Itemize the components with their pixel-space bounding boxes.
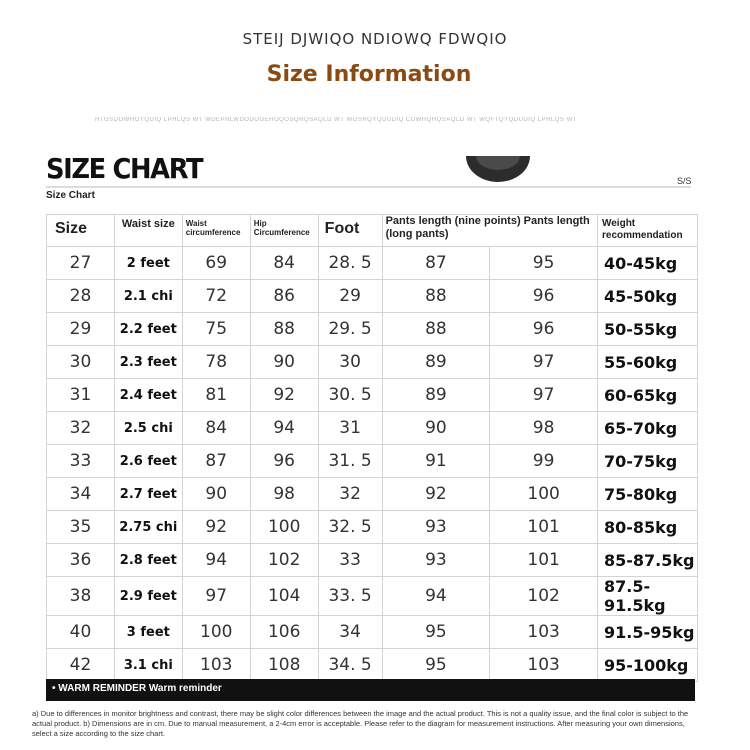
hip-circumference-cell: 92 <box>250 379 318 412</box>
pants-length-nine-cell: 91 <box>382 445 490 478</box>
pants-length-long-cell: 95 <box>490 247 598 280</box>
size-cell: 32 <box>47 412 115 445</box>
header-foot: Foot <box>318 215 382 247</box>
page-title: Size Information <box>266 62 472 87</box>
foot-cell: 33 <box>318 544 382 577</box>
waist-circumference-cell: 94 <box>182 544 250 577</box>
waist-circumference-cell: 100 <box>182 616 250 649</box>
chart-divider <box>46 186 691 188</box>
pants-length-long-cell: 101 <box>490 544 598 577</box>
pants-length-nine-cell: 90 <box>382 412 490 445</box>
waist-size-cell: 2.4 feet <box>114 379 182 412</box>
hip-circumference-cell: 96 <box>250 445 318 478</box>
table-row <box>47 478 698 511</box>
waist-circumference-cell: 103 <box>182 649 250 682</box>
pants-length-long-cell: 101 <box>490 511 598 544</box>
weight-cell: 80-85kg <box>597 511 697 544</box>
pants-length-nine-cell: 92 <box>382 478 490 511</box>
pants-length-long-cell: 103 <box>490 616 598 649</box>
size-cell: 36 <box>47 544 115 577</box>
size-table <box>46 214 698 682</box>
table-row <box>47 577 698 616</box>
hip-circumference-cell: 104 <box>250 577 318 616</box>
blurred-caption: HTGSDOWHOYQDIQ LPHLQS WT WDEPHLWDODOGEHOQOSQHQSAQLD WT WGSRQYQDUDIQ CDWHQHQSAQLD WT WQFTQYQDUDIQ LPHLQS WT <box>95 117 577 123</box>
pants-length-nine-cell: 88 <box>382 313 490 346</box>
table-row <box>47 616 698 649</box>
waist-circumference-cell: 92 <box>182 511 250 544</box>
foot-cell: 29 <box>318 280 382 313</box>
warm-reminder-bar: • WARM REMINDER Warm reminder <box>46 679 695 701</box>
waist-circumference-cell: 87 <box>182 445 250 478</box>
pants-length-nine-cell: 87 <box>382 247 490 280</box>
pants-length-long-cell: 98 <box>490 412 598 445</box>
waist-circumference-cell: 90 <box>182 478 250 511</box>
waist-size-cell: 2.7 feet <box>114 478 182 511</box>
pants-length-nine-cell: 95 <box>382 616 490 649</box>
size-cell: 33 <box>47 445 115 478</box>
weight-cell: 85-87.5kg <box>597 544 697 577</box>
pants-length-long-cell: 100 <box>490 478 598 511</box>
size-cell: 42 <box>47 649 115 682</box>
weight-cell: 75-80kg <box>597 478 697 511</box>
pants-length-nine-cell: 89 <box>382 346 490 379</box>
waist-circumference-cell: 81 <box>182 379 250 412</box>
waist-circumference-cell: 84 <box>182 412 250 445</box>
waist-size-cell: 2.8 feet <box>114 544 182 577</box>
measurement-note: a) Due to differences in monitor brightness and contrast, there may be slight color differences between the image and the actual product. This is not a quality issue, and the final color is subject to the actual product. b) Dimensions are in cm. Due to manual measurement, a 2-4cm error is acceptable. Please refer to the diagram for measurement instructions. After measuring your own dimensions, select a size according to the size chart. <box>32 709 689 738</box>
waist-size-cell: 2.6 feet <box>114 445 182 478</box>
pants-length-nine-cell: 93 <box>382 511 490 544</box>
waist-size-cell: 2.75 chi <box>114 511 182 544</box>
table-row <box>47 346 698 379</box>
pants-length-long-cell: 102 <box>490 577 598 616</box>
table-row <box>47 247 698 280</box>
foot-cell: 30. 5 <box>318 379 382 412</box>
waist-size-cell: 2.9 feet <box>114 577 182 616</box>
size-chart-subheading: Size Chart <box>46 190 95 201</box>
size-cell: 29 <box>47 313 115 346</box>
table-row <box>47 379 698 412</box>
header-waist-circumference: Waist circumference <box>182 215 250 247</box>
pants-length-nine-cell: 95 <box>382 649 490 682</box>
foot-cell: 32. 5 <box>318 511 382 544</box>
table-row <box>47 445 698 478</box>
foot-cell: 30 <box>318 346 382 379</box>
hip-circumference-cell: 90 <box>250 346 318 379</box>
hip-circumference-cell: 94 <box>250 412 318 445</box>
weight-cell: 91.5-95kg <box>597 616 697 649</box>
hip-circumference-cell: 108 <box>250 649 318 682</box>
table-row <box>47 544 698 577</box>
weight-cell: 45-50kg <box>597 280 697 313</box>
weight-cell: 50-55kg <box>597 313 697 346</box>
waist-circumference-cell: 97 <box>182 577 250 616</box>
hip-circumference-cell: 86 <box>250 280 318 313</box>
waist-size-cell: 2.3 feet <box>114 346 182 379</box>
foot-cell: 34 <box>318 616 382 649</box>
size-code: S/S <box>677 176 692 186</box>
size-cell: 35 <box>47 511 115 544</box>
hip-circumference-cell: 84 <box>250 247 318 280</box>
waist-size-cell: 2 feet <box>114 247 182 280</box>
size-cell: 40 <box>47 616 115 649</box>
foot-cell: 28. 5 <box>318 247 382 280</box>
table-header-row <box>47 215 698 247</box>
table-row <box>47 511 698 544</box>
foot-cell: 31. 5 <box>318 445 382 478</box>
hip-circumference-cell: 106 <box>250 616 318 649</box>
waist-circumference-cell: 72 <box>182 280 250 313</box>
foot-cell: 33. 5 <box>318 577 382 616</box>
size-cell: 28 <box>47 280 115 313</box>
waist-circumference-cell: 75 <box>182 313 250 346</box>
header-waist-size: Waist size <box>114 215 182 247</box>
table-row <box>47 649 698 682</box>
waist-size-cell: 2.2 feet <box>114 313 182 346</box>
size-chart-heading: SIZE CHART <box>46 152 203 185</box>
header-hip-circumference: Hip Circumference <box>250 215 318 247</box>
size-cell: 27 <box>47 247 115 280</box>
hip-circumference-cell: 98 <box>250 478 318 511</box>
table-row <box>47 412 698 445</box>
table-row <box>47 280 698 313</box>
pants-length-nine-cell: 93 <box>382 544 490 577</box>
waist-size-cell: 2.1 chi <box>114 280 182 313</box>
weight-cell: 95-100kg <box>597 649 697 682</box>
waist-size-cell: 2.5 chi <box>114 412 182 445</box>
pants-length-long-cell: 97 <box>490 346 598 379</box>
weight-cell: 70-75kg <box>597 445 697 478</box>
weight-cell: 55-60kg <box>597 346 697 379</box>
pants-length-long-cell: 103 <box>490 649 598 682</box>
brand-name: STEIJ DJWIQO NDIOWQ FDWQIO <box>242 30 508 48</box>
waist-circumference-cell: 69 <box>182 247 250 280</box>
foot-cell: 34. 5 <box>318 649 382 682</box>
weight-cell: 40-45kg <box>597 247 697 280</box>
size-cell: 31 <box>47 379 115 412</box>
pants-length-long-cell: 99 <box>490 445 598 478</box>
foot-cell: 32 <box>318 478 382 511</box>
pants-length-nine-cell: 89 <box>382 379 490 412</box>
weight-cell: 87.5-91.5kg <box>597 577 697 616</box>
pants-length-nine-cell: 94 <box>382 577 490 616</box>
foot-cell: 31 <box>318 412 382 445</box>
hip-circumference-cell: 100 <box>250 511 318 544</box>
header-size: Size <box>47 215 115 247</box>
header-pants-length: Pants length (nine points) Pants length (long pants) <box>382 215 597 247</box>
foot-cell: 29. 5 <box>318 313 382 346</box>
pants-length-long-cell: 97 <box>490 379 598 412</box>
table-row <box>47 313 698 346</box>
hip-circumference-cell: 102 <box>250 544 318 577</box>
pants-length-long-cell: 96 <box>490 280 598 313</box>
header-weight: Weight recommendation <box>597 215 697 247</box>
pants-length-long-cell: 96 <box>490 313 598 346</box>
size-cell: 34 <box>47 478 115 511</box>
pants-length-nine-cell: 88 <box>382 280 490 313</box>
weight-cell: 65-70kg <box>597 412 697 445</box>
weight-cell: 60-65kg <box>597 379 697 412</box>
size-cell: 30 <box>47 346 115 379</box>
hip-circumference-cell: 88 <box>250 313 318 346</box>
pants-waistband-graphic <box>466 156 530 182</box>
size-cell: 38 <box>47 577 115 616</box>
waist-circumference-cell: 78 <box>182 346 250 379</box>
waist-size-cell: 3.1 chi <box>114 649 182 682</box>
waist-size-cell: 3 feet <box>114 616 182 649</box>
